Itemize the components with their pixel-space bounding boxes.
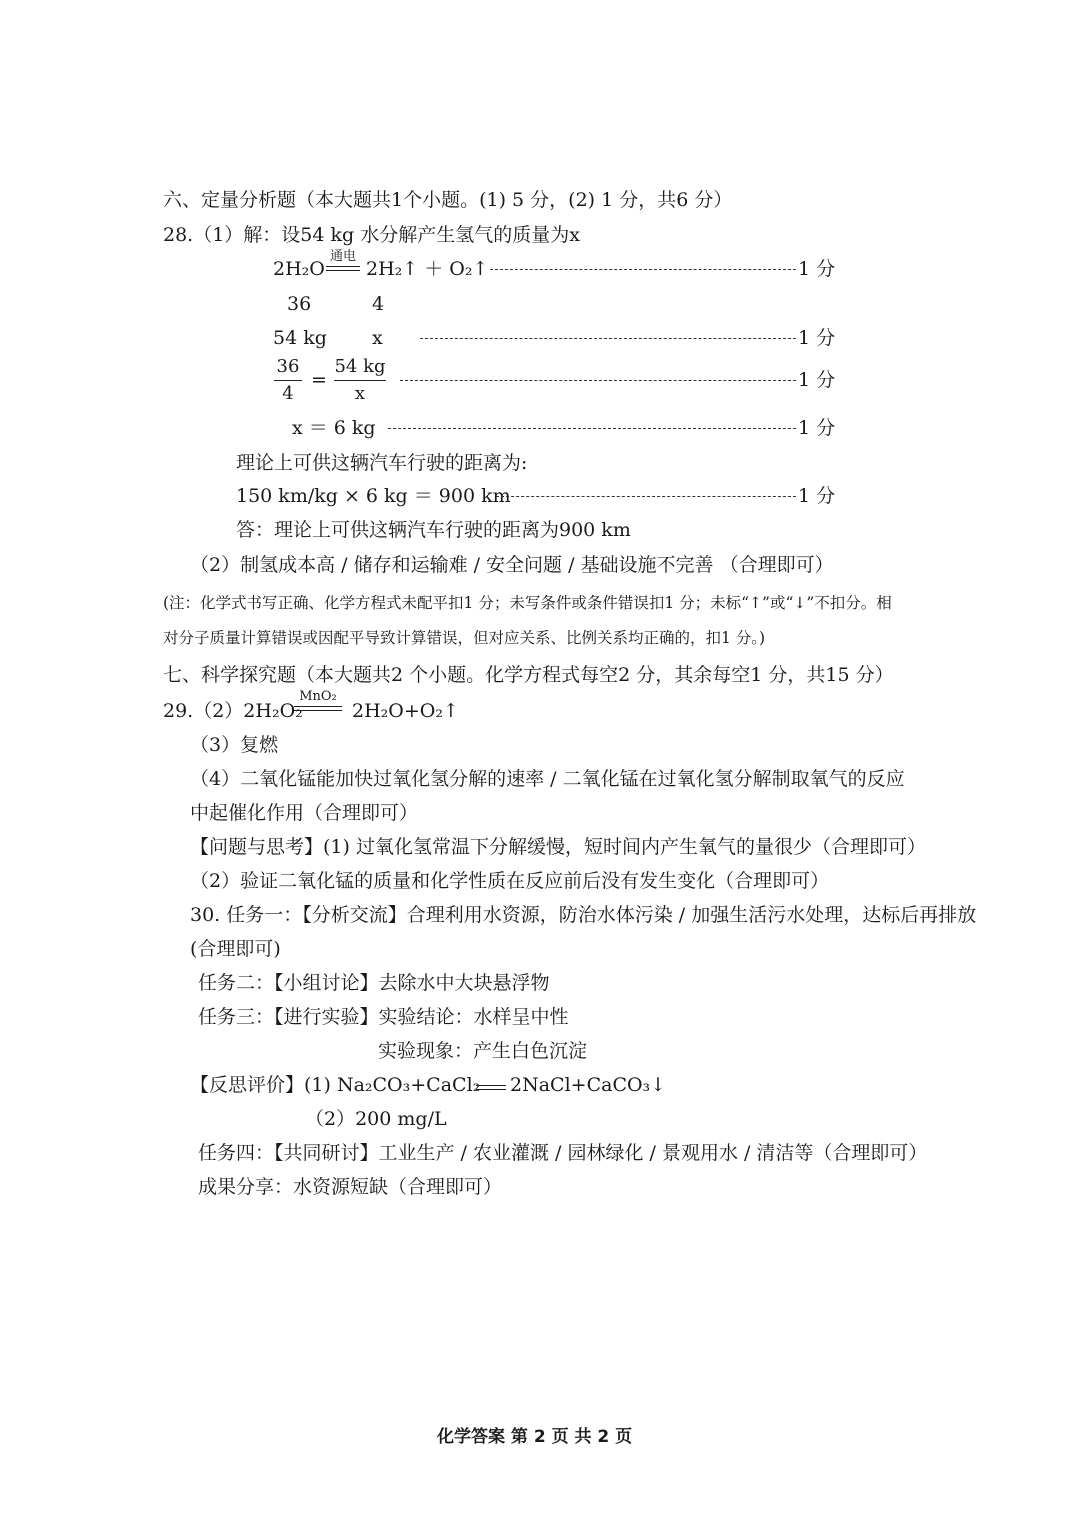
q28-mass-b: x [372,327,383,349]
q28-eq-double-line [326,266,360,271]
score-leader [490,269,796,270]
q29-eq-double-line [294,706,342,711]
score-label: 1 分 [798,417,836,439]
fraction-equals: = [311,369,327,391]
page-footer: 化学答案 第 2 页 共 2 页 [437,1427,633,1447]
q28-intro: 28.（1）解：设54 kg 水分解产生氢气的质量为x [163,224,580,246]
fraction-left-numerator: 36 [276,356,300,377]
score-leader [496,496,796,497]
q30-task1-line2: (合理即可) [190,938,281,960]
score-leader [420,338,796,339]
score-label: 1 分 [798,258,836,280]
q30-task3-line2: 实验现象：产生白色沉淀 [378,1040,588,1062]
q29-part3: （3）复燃 [190,734,279,756]
score-leader [400,380,796,381]
fraction-right-numerator: 54 kg [334,356,386,377]
fraction-left-denominator: 4 [282,383,294,404]
q28-mass-a: 54 kg [273,327,327,349]
q28-eq-condition [326,250,360,271]
q28-distance-intro: 理论上可供这辆汽车行驶的距离为: [236,452,528,474]
q30-task2: 任务二：【小组讨论】去除水中大块悬浮物 [198,972,550,994]
fraction-right [334,355,386,406]
q28-result: x ＝ 6 kg [292,417,376,439]
q29-part4-line1: （4）二氧化锰能加快过氧化氢分解的速率 / 二氧化锰在过氧化氢分解制取氧气的反应 [190,768,905,790]
q28-eq-left: 2H₂O [273,258,325,280]
q29-product: 2H₂O+O₂↑ [352,700,459,722]
q28-ratio-b: 4 [372,293,385,315]
q29-part4-line2: 中起催化作用（合理即可） [190,802,419,824]
q30-task4: 任务四：【共同研讨】工业生产 / 农业灌溉 / 园林绿化 / 景观用水 / 清洁等（合理即可） [198,1142,928,1164]
q28-eq-condition-text: 通电 [329,249,356,264]
q28-note-line1: (注：化学式书写正确、化学方程式未配平扣1 分；未写条件或条件错误扣1 分；未标“↑”或“↓”不扣分。相 [163,594,892,612]
score-label: 1 分 [798,327,836,349]
fraction-left [274,355,302,406]
q29-label: 29.（2）2H₂O₂ [163,700,303,722]
q28-note-line2: 对分子质量计算错误或因配平导致计算错误，但对应关系、比例关系均正确的，扣1 分。) [163,629,766,647]
fraction-bar [274,380,302,381]
score-label: 1 分 [798,369,836,391]
fraction-bar [334,380,386,381]
q30-task3-line1: 任务三：【进行实验】实验结论：水样呈中性 [198,1006,569,1028]
section-7-title: 七、科学探究题（本大题共2 个小题。化学方程式每空2 分，其余每空1 分，共15 分） [163,664,894,686]
q28-answer: 答：理论上可供这辆汽车行驶的距离为900 km [236,519,631,541]
fraction-right-denominator: x [354,383,366,404]
q30-reflect-1-right: 2NaCl+CaCO₃↓ [510,1074,667,1096]
q30-reflect-2: （2）200 mg/L [305,1108,447,1130]
q29-condition [294,690,342,711]
q28-part2: （2）制氢成本高 / 储存和运输难 / 安全问题 / 基础设施不完善 （合理即可） [190,554,834,576]
q30-share: 成果分享：水资源短缺（合理即可） [198,1176,503,1198]
q30-task1-line1: 30. 任务一：【分析交流】合理利用水资源，防治水体污染 / 加强生活污水处理，达标后再排放 [190,904,977,926]
q30-reflect-1-left: 【反思评价】(1) Na₂CO₃+CaCl₂ [190,1074,481,1096]
q30-eq-double-line [476,1085,506,1090]
q29-think-2: （2）验证二氧化锰的质量和化学性质在反应前后没有发生变化（合理即可） [190,870,830,892]
q28-distance-calc: 150 km/kg × 6 kg ＝ 900 km [236,485,511,507]
q29-condition-text: MnO₂ [299,689,337,704]
q28-eq-right: 2H₂↑ ＋ O₂↑ [366,258,489,280]
score-label: 1 分 [798,485,836,507]
score-leader [388,428,796,429]
q28-ratio-a: 36 [287,293,312,315]
section-6-title: 六、定量分析题（本大题共1个小题。(1) 5 分，(2) 1 分，共6 分） [163,189,733,211]
q29-think-1: 【问题与思考】(1) 过氧化氢常温下分解缓慢，短时间内产生氧气的量很少（合理即可） [190,836,926,858]
